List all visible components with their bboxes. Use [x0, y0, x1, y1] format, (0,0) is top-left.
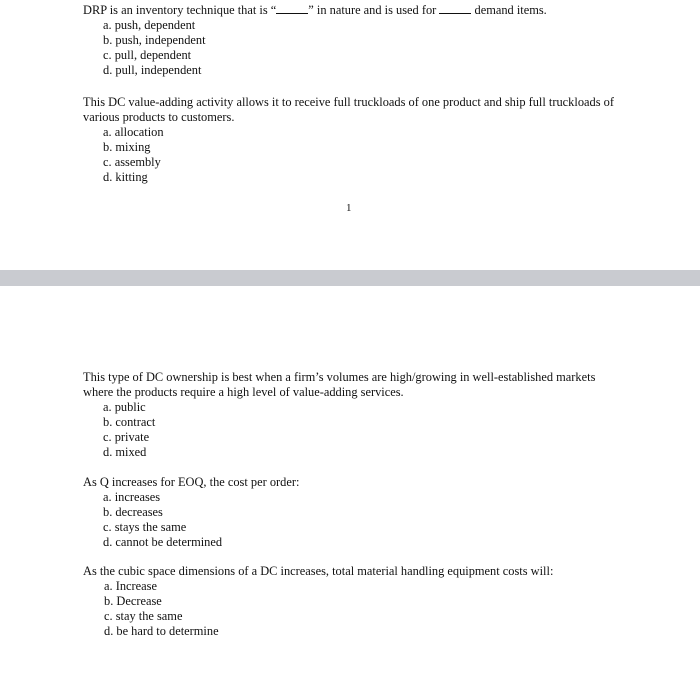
- option-a: a. push, dependent: [103, 18, 196, 32]
- question-dc-value-adding: [83, 95, 623, 185]
- option-c: c. pull, dependent: [103, 48, 192, 62]
- question-drp: [83, 3, 623, 78]
- answer-blank: [439, 3, 471, 14]
- option-a: a. Increase: [104, 579, 157, 593]
- question-stem: This DC value-adding activity allows it to receive full truckloads of one product and ship full truckloads of various products to customers.: [83, 95, 614, 124]
- option-b: b. mixing: [103, 140, 151, 154]
- question-stem: This type of DC ownership is best when a firm’s volumes are high/growing in well-established markets where the products require a high level of value-adding services.: [83, 370, 596, 399]
- document-page-2: [0, 286, 700, 673]
- stem-part-1: DRP is an inventory technique that is “: [83, 3, 277, 17]
- document-page-1: [0, 0, 700, 270]
- question-dc-ownership: [83, 370, 623, 460]
- option-b: b. Decrease: [104, 594, 162, 608]
- option-b: b. push, independent: [103, 33, 206, 47]
- option-d: d. mixed: [103, 445, 147, 459]
- option-b: b. decreases: [103, 505, 163, 519]
- question-cubic-space: [83, 564, 623, 639]
- page-separator: [0, 270, 700, 286]
- option-c: c. private: [103, 430, 150, 444]
- options-list: [83, 490, 623, 550]
- options-list: [83, 579, 623, 639]
- option-d: d. kitting: [103, 170, 148, 184]
- question-eoq: [83, 475, 623, 550]
- question-stem: As Q increases for EOQ, the cost per order:: [83, 475, 300, 489]
- option-d: d. pull, independent: [103, 63, 202, 77]
- option-c: c. stay the same: [104, 609, 183, 623]
- option-b: b. contract: [103, 415, 156, 429]
- option-d: d. be hard to determine: [104, 624, 219, 638]
- option-a: a. increases: [103, 490, 161, 504]
- page-number: 1: [346, 202, 352, 214]
- question-stem: [83, 3, 623, 18]
- question-stem: As the cubic space dimensions of a DC increases, total material handling equipment costs will:: [83, 564, 554, 578]
- stem-part-3: demand items.: [474, 3, 547, 17]
- option-d: d. cannot be determined: [103, 535, 223, 549]
- option-c: c. stays the same: [103, 520, 187, 534]
- options-list: [83, 400, 623, 460]
- answer-blank: [276, 3, 308, 14]
- option-a: a. allocation: [103, 125, 164, 139]
- option-c: c. assembly: [103, 155, 161, 169]
- options-list: [83, 125, 623, 185]
- option-a: a. public: [103, 400, 146, 414]
- options-list: [83, 18, 623, 78]
- stem-part-2: ” in nature and is used for: [308, 3, 437, 17]
